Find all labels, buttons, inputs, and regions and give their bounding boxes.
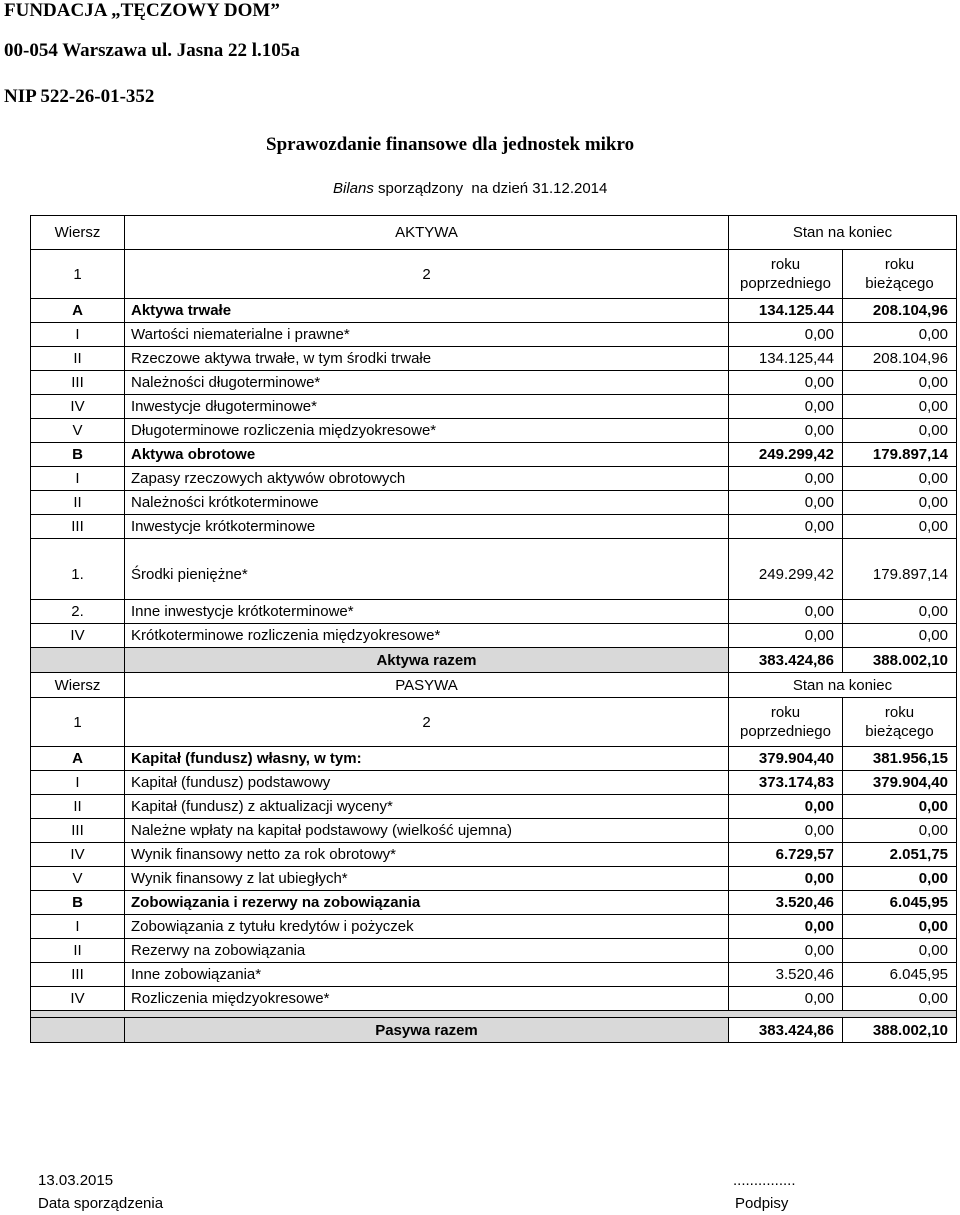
row-label: Kapitał (fundusz) z aktualizacji wyceny* [125, 795, 729, 819]
total-code-cell [31, 1018, 125, 1043]
row-code: III [31, 819, 125, 843]
balance-sheet-table [30, 215, 957, 1043]
row-curr-value: 381.956,15 [843, 747, 957, 771]
table-row [31, 371, 957, 395]
row-prev-value: 0,00 [729, 867, 843, 891]
row-label: Inwestycje krótkoterminowe [125, 515, 729, 539]
col-pasywa: PASYWA [125, 673, 729, 698]
row-label: Środki pieniężne* [125, 539, 729, 600]
col-aktywa: AKTYWA [125, 216, 729, 250]
row-code: I [31, 323, 125, 347]
row-curr-value: 0,00 [843, 323, 957, 347]
row-prev-value: 134.125.44 [729, 299, 843, 323]
row-code: IV [31, 987, 125, 1011]
row-curr-value: 0,00 [843, 795, 957, 819]
row-label: Rezerwy na zobowiązania [125, 939, 729, 963]
col-num-2: 2 [125, 250, 729, 299]
table-row [31, 515, 957, 539]
org-address: 00-054 Warszawa ul. Jasna 22 l.105a [4, 40, 300, 61]
col-num-2: 2 [125, 698, 729, 747]
table-row [31, 347, 957, 371]
curr-year-line2: bieżącego [865, 723, 934, 740]
row-label: Inne zobowiązania* [125, 963, 729, 987]
spacer-cell [31, 1011, 957, 1018]
table-row [31, 395, 957, 419]
row-code: II [31, 795, 125, 819]
col-curr-year [843, 250, 957, 299]
balance-word: Bilans [333, 180, 374, 197]
report-title: Sprawozdanie finansowe dla jednostek mikro [266, 134, 635, 155]
prev-year-line1: roku [770, 704, 801, 721]
col-prev-year [729, 250, 843, 299]
table-row [31, 963, 957, 987]
row-code: A [31, 299, 125, 323]
row-code: 2. [31, 600, 125, 624]
row-code: III [31, 515, 125, 539]
table-row [31, 467, 957, 491]
pasywa-total-prev: 383.424,86 [729, 1018, 843, 1043]
table-row [31, 987, 957, 1011]
curr-year-line1: roku [884, 256, 915, 273]
row-prev-value: 0,00 [729, 467, 843, 491]
row-curr-value: 6.045,95 [843, 891, 957, 915]
row-prev-value: 0,00 [729, 624, 843, 648]
row-prev-value: 3.520,46 [729, 891, 843, 915]
row-curr-value: 0,00 [843, 939, 957, 963]
row-code: IV [31, 624, 125, 648]
row-label: Wynik finansowy netto za rok obrotowy* [125, 843, 729, 867]
row-code: B [31, 891, 125, 915]
row-curr-value: 0,00 [843, 419, 957, 443]
table-row [31, 771, 957, 795]
row-label: Długoterminowe rozliczenia międzyokresowe* [125, 419, 729, 443]
row-curr-value: 179.897,14 [843, 539, 957, 600]
aktywa-total-curr: 388.002,10 [843, 648, 957, 673]
org-name: FUNDACJA „TĘCZOWY DOM” [4, 0, 280, 21]
pasywa-total-label: Pasywa razem [125, 1018, 729, 1043]
aktywa-total-row [31, 648, 957, 673]
signature-line: ............... [733, 1172, 796, 1189]
row-curr-value: 379.904,40 [843, 771, 957, 795]
org-nip: NIP 522-26-01-352 [4, 86, 155, 107]
row-prev-value: 6.729,57 [729, 843, 843, 867]
col-wiersz: Wiersz [31, 673, 125, 698]
row-code: V [31, 867, 125, 891]
col-num-1: 1 [31, 250, 125, 299]
row-curr-value: 0,00 [843, 600, 957, 624]
row-code: IV [31, 395, 125, 419]
row-curr-value: 208.104,96 [843, 347, 957, 371]
row-label: Rzeczowe aktywa trwałe, w tym środki trwałe [125, 347, 729, 371]
pasywa-total-curr: 388.002,10 [843, 1018, 957, 1043]
aktywa-header-row [31, 216, 957, 250]
table-row [31, 323, 957, 347]
row-prev-value: 0,00 [729, 819, 843, 843]
row-label: Zapasy rzeczowych aktywów obrotowych [125, 467, 729, 491]
col-wiersz: Wiersz [31, 216, 125, 250]
row-prev-value: 0,00 [729, 515, 843, 539]
row-prev-value: 249.299,42 [729, 539, 843, 600]
row-label: Kapitał (fundusz) podstawowy [125, 771, 729, 795]
row-curr-value: 0,00 [843, 987, 957, 1011]
row-code: A [31, 747, 125, 771]
row-curr-value: 0,00 [843, 624, 957, 648]
col-stan-na-koniec: Stan na koniec [729, 673, 957, 698]
row-prev-value: 0,00 [729, 371, 843, 395]
preparation-date: 13.03.2015 [38, 1172, 114, 1189]
table-row [31, 443, 957, 467]
row-prev-value: 0,00 [729, 600, 843, 624]
row-curr-value: 2.051,75 [843, 843, 957, 867]
row-curr-value: 6.045,95 [843, 963, 957, 987]
row-code: IV [31, 843, 125, 867]
row-label: Wartości niematerialne i prawne* [125, 323, 729, 347]
row-curr-value: 0,00 [843, 867, 957, 891]
row-label: Kapitał (fundusz) własny, w tym: [125, 747, 729, 771]
row-prev-value: 249.299,42 [729, 443, 843, 467]
row-code: I [31, 467, 125, 491]
balance-date [333, 180, 607, 197]
row-code: II [31, 347, 125, 371]
row-code: III [31, 963, 125, 987]
row-curr-value: 0,00 [843, 395, 957, 419]
row-code: III [31, 371, 125, 395]
row-prev-value: 0,00 [729, 939, 843, 963]
row-label: Krótkoterminowe rozliczenia międzyokresowe* [125, 624, 729, 648]
row-label: Należności krótkoterminowe [125, 491, 729, 515]
row-label: Należności długoterminowe* [125, 371, 729, 395]
table-row [31, 624, 957, 648]
prev-year-line2: poprzedniego [740, 723, 831, 740]
prev-year-line2: poprzedniego [740, 275, 831, 292]
table-row [31, 843, 957, 867]
row-code: V [31, 419, 125, 443]
row-prev-value: 373.174,83 [729, 771, 843, 795]
col-prev-year [729, 698, 843, 747]
row-label: Wynik finansowy z lat ubiegłych* [125, 867, 729, 891]
table-row [31, 891, 957, 915]
total-code-cell [31, 648, 125, 673]
row-code: II [31, 939, 125, 963]
row-code: I [31, 771, 125, 795]
row-prev-value: 0,00 [729, 395, 843, 419]
row-label: Inwestycje długoterminowe* [125, 395, 729, 419]
row-curr-value: 0,00 [843, 371, 957, 395]
table-row [31, 939, 957, 963]
row-label: Rozliczenia międzyokresowe* [125, 987, 729, 1011]
table-row [31, 747, 957, 771]
curr-year-line1: roku [884, 704, 915, 721]
row-curr-value: 208.104,96 [843, 299, 957, 323]
row-curr-value: 0,00 [843, 515, 957, 539]
col-num-1: 1 [31, 698, 125, 747]
pasywa-spacer-row [31, 1011, 957, 1018]
row-curr-value: 179.897,14 [843, 443, 957, 467]
row-prev-value: 3.520,46 [729, 963, 843, 987]
signature-label: Podpisy [735, 1195, 789, 1212]
row-prev-value: 134.125,44 [729, 347, 843, 371]
row-label: Aktywa obrotowe [125, 443, 729, 467]
table-row [31, 819, 957, 843]
col-stan-na-koniec: Stan na koniec [729, 216, 957, 250]
balance-date-text: sporządzony na dzień 31.12.2014 [373, 180, 608, 197]
table-row [31, 600, 957, 624]
row-curr-value: 0,00 [843, 491, 957, 515]
row-label: Należne wpłaty na kapitał podstawowy (wielkość ujemna) [125, 819, 729, 843]
row-code: 1. [31, 539, 125, 600]
pasywa-subheader-row [31, 698, 957, 747]
row-label: Aktywa trwałe [125, 299, 729, 323]
row-label: Zobowiązania i rezerwy na zobowiązania [125, 891, 729, 915]
table-row [31, 915, 957, 939]
row-prev-value: 0,00 [729, 491, 843, 515]
row-code: II [31, 491, 125, 515]
row-curr-value: 0,00 [843, 915, 957, 939]
table-row [31, 299, 957, 323]
pasywa-header-row [31, 673, 957, 698]
row-label: Zobowiązania z tytułu kredytów i pożyczek [125, 915, 729, 939]
aktywa-total-label: Aktywa razem [125, 648, 729, 673]
row-code: B [31, 443, 125, 467]
row-prev-value: 0,00 [729, 795, 843, 819]
aktywa-total-prev: 383.424,86 [729, 648, 843, 673]
table-row [31, 539, 957, 600]
preparation-date-label: Data sporządzenia [38, 1195, 164, 1212]
row-prev-value: 0,00 [729, 323, 843, 347]
row-prev-value: 0,00 [729, 419, 843, 443]
table-row [31, 491, 957, 515]
pasywa-total-row [31, 1018, 957, 1043]
row-curr-value: 0,00 [843, 467, 957, 491]
row-prev-value: 379.904,40 [729, 747, 843, 771]
prev-year-line1: roku [770, 256, 801, 273]
row-code: I [31, 915, 125, 939]
table-row [31, 867, 957, 891]
aktywa-subheader-row [31, 250, 957, 299]
row-label: Inne inwestycje krótkoterminowe* [125, 600, 729, 624]
row-prev-value: 0,00 [729, 915, 843, 939]
curr-year-line2: bieżącego [865, 275, 934, 292]
table-row [31, 795, 957, 819]
table-row [31, 419, 957, 443]
row-curr-value: 0,00 [843, 819, 957, 843]
col-curr-year [843, 698, 957, 747]
row-prev-value: 0,00 [729, 987, 843, 1011]
